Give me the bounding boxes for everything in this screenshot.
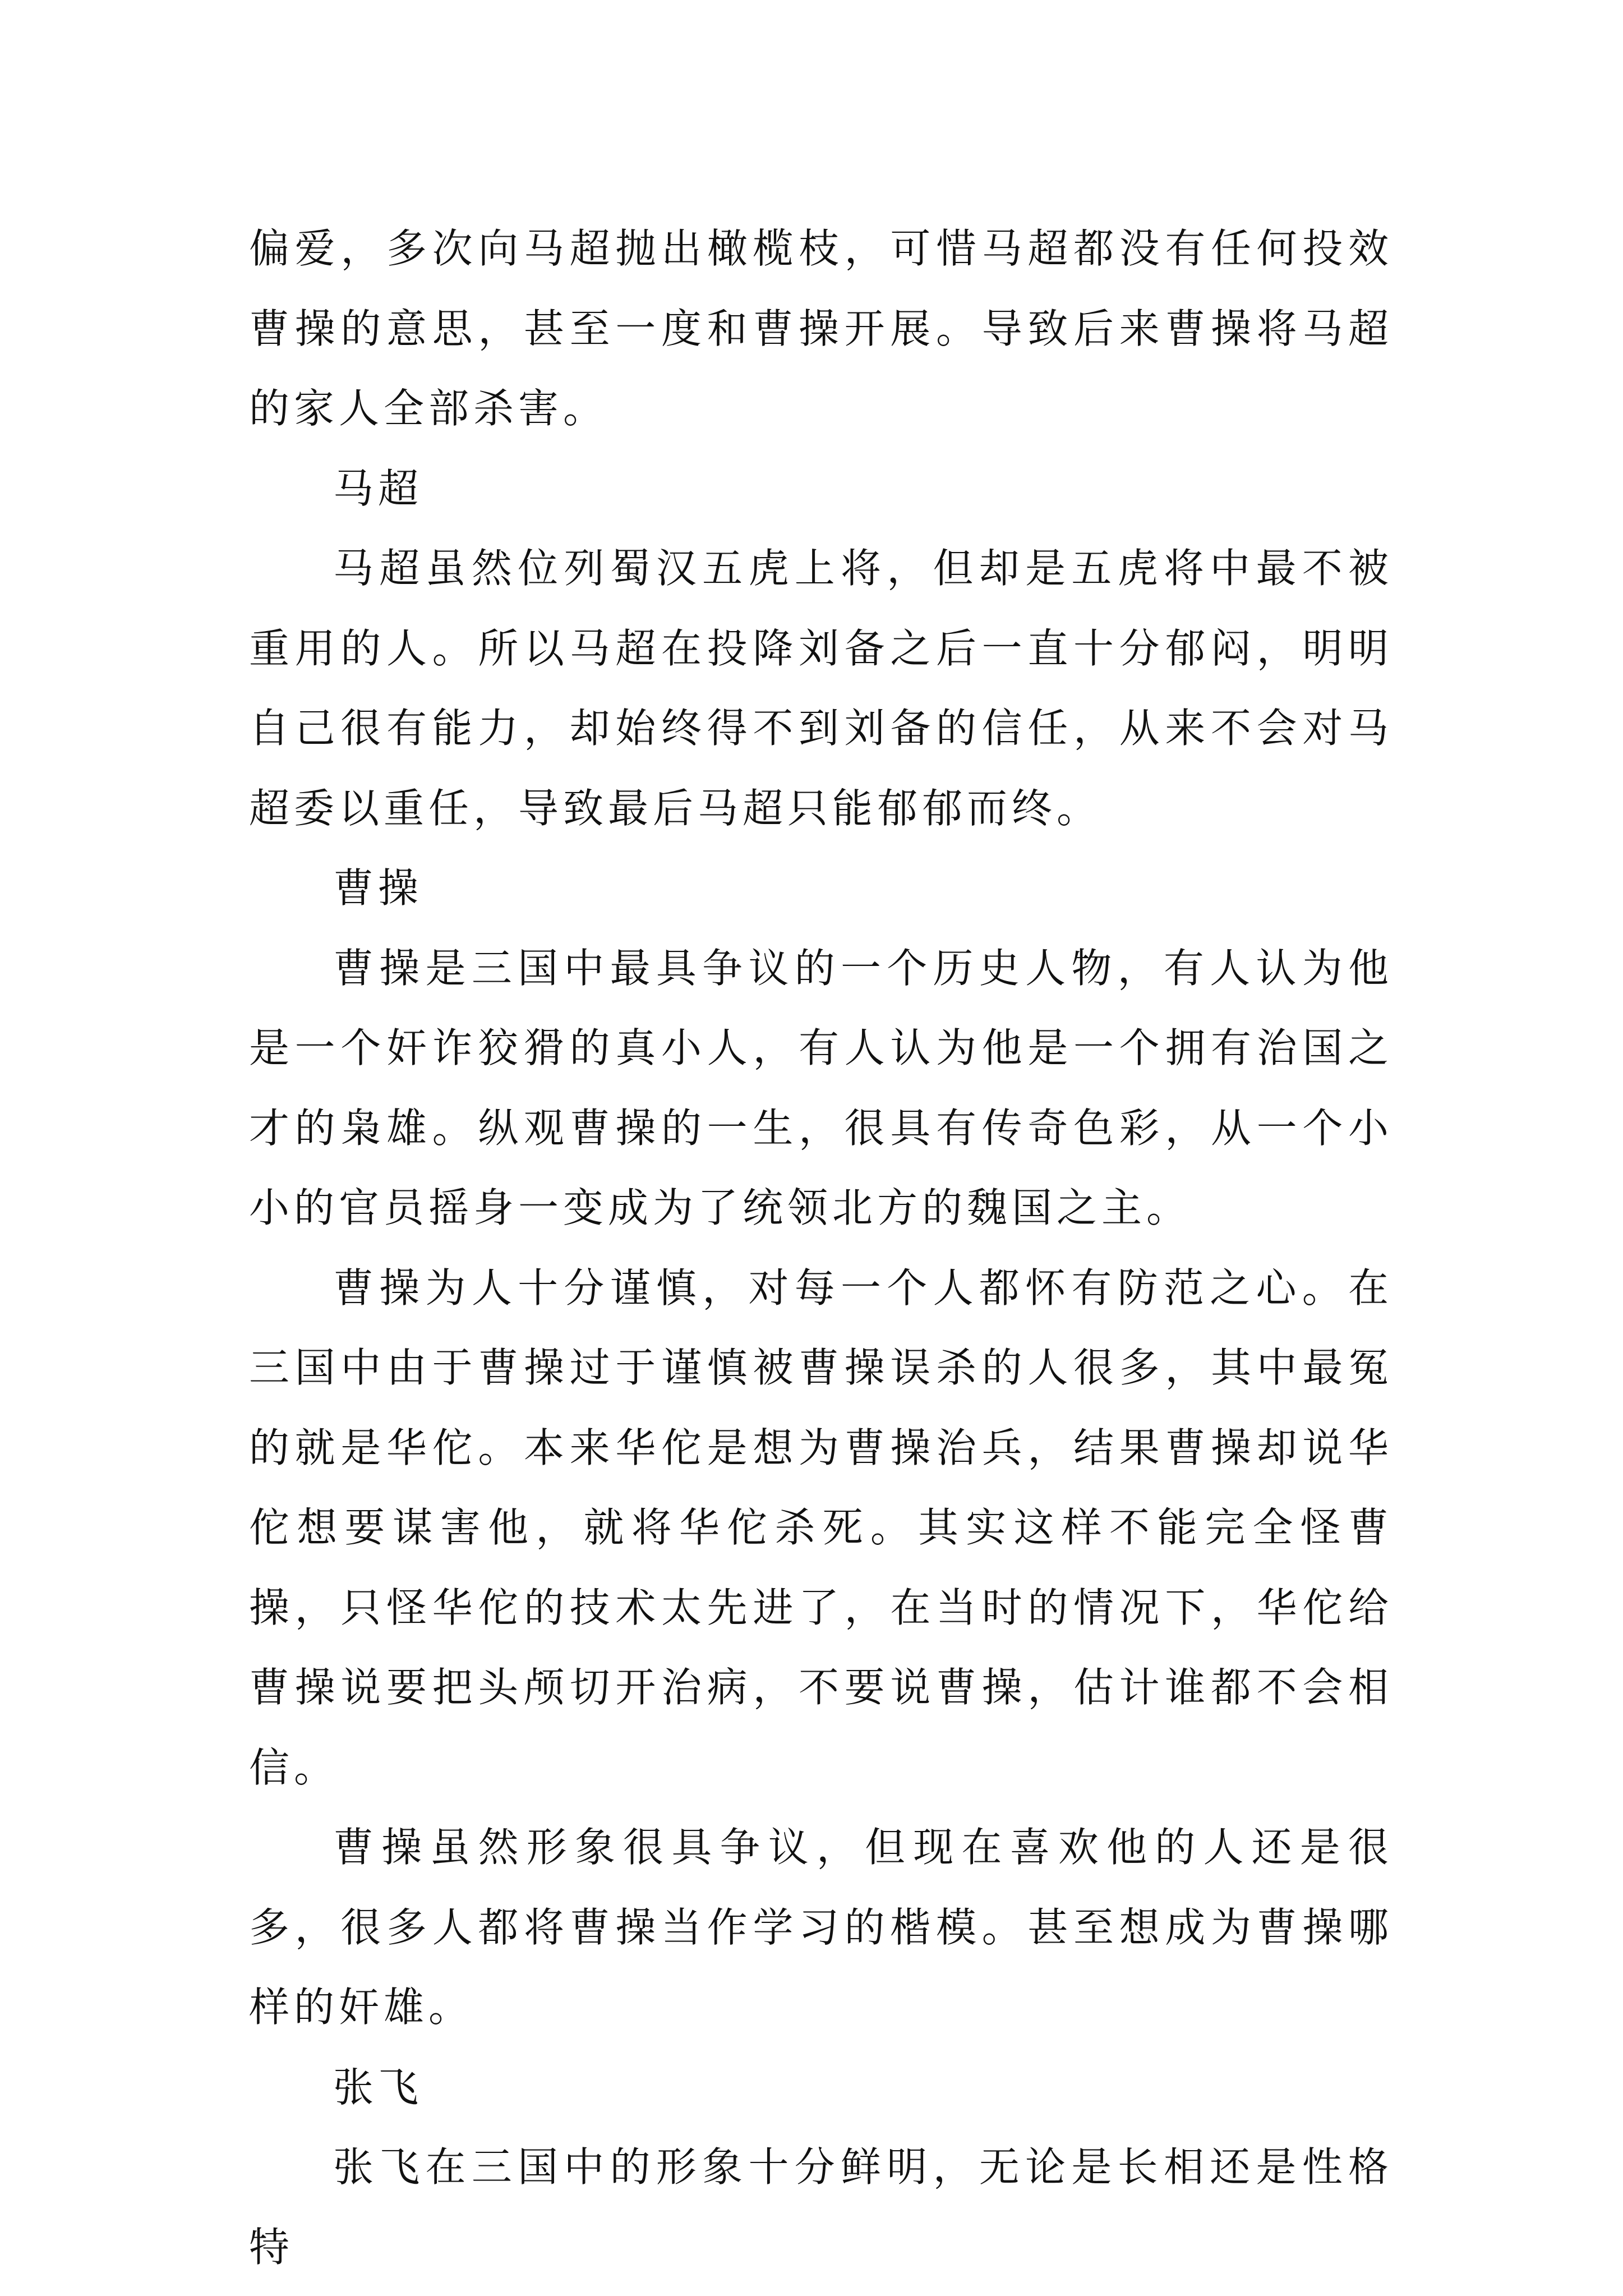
document-body xyxy=(249,209,1393,2287)
paragraph-cao-cao-3: 曹操虽然形象很具争议，但现在喜欢他的人还是很多，很多人都将曹操当作学习的楷模。甚至想成为曹操哪样的奸雄。 xyxy=(249,1824,1393,2031)
paragraph-ma-chao: 马超虽然位列蜀汉五虎上将，但却是五虎将中最不被重用的人。所以马超在投降刘备之后一直十分郁闷，明明自己很有能力，却始终得不到刘备的信任，从来不会对马超委以重任，导致最后马超只能郁郁而终。 xyxy=(249,545,1393,832)
section-heading-zhang-fei: 张飞 xyxy=(333,2063,423,2111)
paragraph-continuation: 偏爱，多次向马超抛出橄榄枝，可惜马超都没有任何投效曹操的意思，甚至一度和曹操开展。导致后来曹操将马超的家人全部杀害。 xyxy=(249,225,1393,432)
paragraph-cao-cao-1: 曹操是三国中最具争议的一个历史人物，有人认为他是一个奸诈狡猾的真小人，有人认为他是一个拥有治国之才的枭雄。纵观曹操的一生，很具有传奇色彩，从一个小小的官员摇身一变成为了统领北方的魏国之主。 xyxy=(249,944,1393,1231)
paragraph-zhang-fei: 张飞在三国中的形象十分鲜明，无论是长相还是性格特 xyxy=(249,2143,1393,2271)
section-heading-cao-cao: 曹操 xyxy=(333,864,423,912)
section-heading-ma-chao: 马超 xyxy=(333,464,423,512)
paragraph-cao-cao-2: 曹操为人十分谨慎，对每一个人都怀有防范之心。在三国中由于曹操过于谨慎被曹操误杀的人很多，其中最冤的就是华佗。本来华佗是想为曹操治兵，结果曹操却说华佗想要谋害他，就将华佗杀死。其实这样不能完全怪曹操，只怪华佗的技术太先进了，在当时的情况下，华佗给曹操说要把头颅切开治病，不要说曹操，估计谁都不会相信。 xyxy=(249,1264,1393,1791)
